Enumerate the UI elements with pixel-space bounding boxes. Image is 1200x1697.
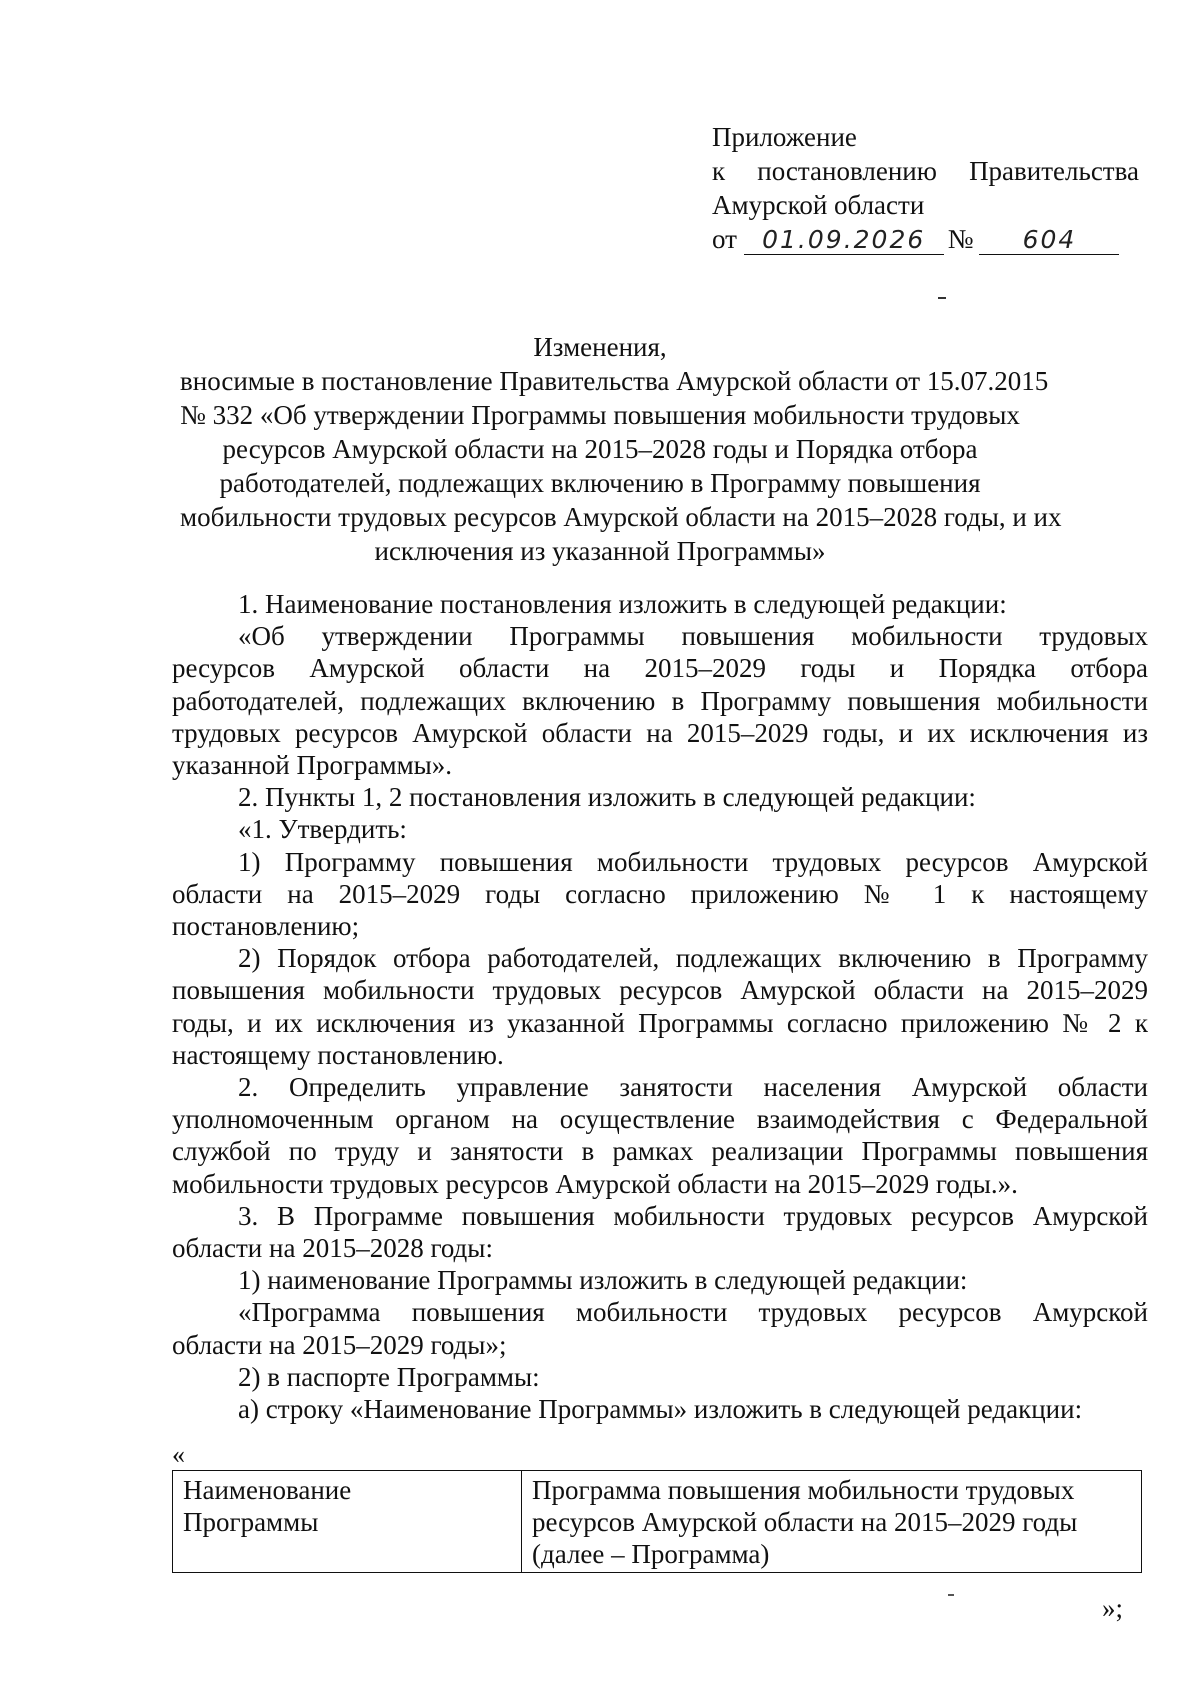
paragraph-2-line: работодателей, подлежащих включению в Программу повышения мобильности — [172, 685, 1148, 716]
paragraph-4: «1. Утвердить: — [238, 814, 407, 845]
table-value-line: Программа повышения мобильности трудовых — [532, 1475, 1075, 1505]
appendix-title: Приложение — [712, 122, 857, 152]
paragraph-6-line: настоящему постановлению. — [172, 1039, 504, 1070]
paragraph-7-line: уполномоченным органом на осуществление взаимодействия с Федеральной — [172, 1104, 1148, 1135]
paragraph-12: а) строку «Наименование Программы» изложить в следующей редакции: — [238, 1394, 1083, 1425]
title-line: ресурсов Амурской области на 2015–2028 годы и Порядка отбора — [222, 434, 978, 464]
paragraph-6-line: повышения мобильности трудовых ресурсов Амурской области на 2015–2029 — [172, 975, 1148, 1006]
table-row — [173, 1471, 1142, 1573]
handwritten-number: 604 — [979, 226, 1119, 255]
scan-mark — [938, 297, 946, 299]
handwritten-date: 01.09.2026 — [744, 226, 944, 255]
title-line: исключения из указанной Программы» — [374, 536, 826, 566]
table-value-line: ресурсов Амурской области на 2015–2029 годы — [532, 1507, 1078, 1537]
passport-table — [172, 1470, 1142, 1573]
paragraph-7-line: 2. Определить управление занятости населения Амурской области — [238, 1072, 1148, 1103]
table-label-line: Наименование — [183, 1475, 352, 1505]
document-body — [172, 588, 1148, 1425]
paragraph-11: 2) в паспорте Программы: — [238, 1361, 540, 1392]
paragraph-7-line: службой по труду и занятости в рамках реализации Программы повышения — [172, 1136, 1148, 1167]
table-label-cell — [173, 1471, 522, 1573]
paragraph-3: 2. Пункты 1, 2 постановления изложить в следующей редакции: — [238, 782, 976, 813]
paragraph-5-line: постановлению; — [172, 911, 360, 942]
title-line: мобильности трудовых ресурсов Амурской области на 2015–2028 годы, и их — [180, 502, 1062, 532]
paragraph-2-line: трудовых ресурсов Амурской области на 2015–2029 годы, и их исключения из — [172, 717, 1148, 748]
paragraph-9: 1) наименование Программы изложить в следующей редакции: — [238, 1265, 968, 1296]
paragraph-2-line: указанной Программы». — [172, 750, 453, 781]
paragraph-2-line: ресурсов Амурской области на 2015–2029 годы и Порядка отбора — [172, 653, 1148, 684]
paragraph-8-line: области на 2015–2028 годы: — [172, 1233, 493, 1264]
paragraph-5-line: 1) Программу повышения мобильности трудовых ресурсов Амурской — [238, 846, 1148, 877]
appendix-resolution-line — [712, 154, 1139, 188]
paragraph-6-line: годы, и их исключения из указанной Программы согласно приложению № 2 к — [172, 1007, 1148, 1038]
title-line: № 332 «Об утверждении Программы повышения мобильности трудовых — [180, 400, 1020, 430]
paragraph-7-line: мобильности трудовых ресурсов Амурской области на 2015–2029 годы.». — [172, 1168, 1018, 1199]
appendix-word: постановлению — [757, 156, 937, 186]
table-value-cell — [522, 1471, 1142, 1573]
appendix-word: Правительства — [969, 156, 1139, 186]
table-value-line: (далее – Программа) — [532, 1539, 770, 1569]
scan-mark — [948, 1594, 954, 1596]
table-label-line: Программы — [183, 1507, 319, 1537]
appendix-word: к — [712, 156, 726, 186]
table-close-quote: »; — [1102, 1593, 1124, 1623]
title-line: вносимые в постановление Правительства Амурской области от 15.07.2015 — [180, 366, 1049, 396]
paragraph-2-line: «Об утверждении Программы повышения мобильности трудовых — [238, 621, 1148, 652]
title-heading: Изменения, — [533, 332, 667, 362]
table-open-quote: « — [172, 1440, 185, 1469]
paragraph-6-line: 2) Порядок отбора работодателей, подлежащих включению в Программу — [238, 943, 1148, 974]
paragraph-5-line: области на 2015–2029 годы согласно приложению № 1 к настоящему — [172, 878, 1148, 909]
paragraph-1: 1. Наименование постановления изложить в следующей редакции: — [238, 589, 1007, 619]
document-title — [180, 330, 1062, 568]
appendix-date-line — [712, 222, 1152, 256]
appendix-block — [712, 120, 1152, 256]
paragraph-10-line: «Программа повышения мобильности трудовых ресурсов Амурской — [238, 1297, 1148, 1328]
number-sign: № — [947, 224, 974, 254]
from-label: от — [712, 224, 737, 254]
paragraph-8-line: 3. В Программе повышения мобильности трудовых ресурсов Амурской — [238, 1200, 1148, 1231]
appendix-region: Амурской области — [712, 190, 925, 220]
paragraph-10-line: области на 2015–2029 годы»; — [172, 1329, 507, 1360]
title-line: работодателей, подлежащих включению в Программу повышения — [219, 468, 981, 498]
